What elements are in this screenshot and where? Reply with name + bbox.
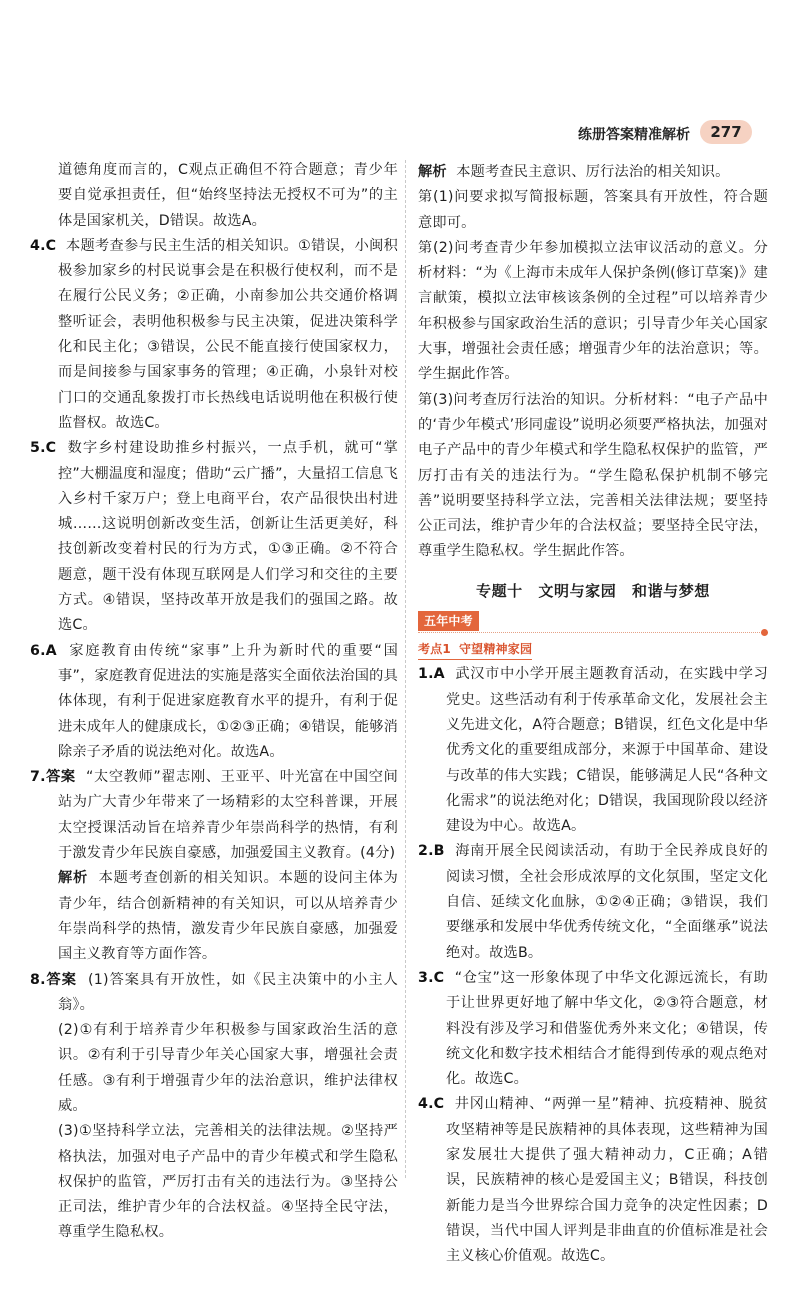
column-divider <box>405 160 406 1178</box>
answer-item-4 <box>30 234 398 436</box>
answer-number: 4.C <box>30 237 57 254</box>
analysis-paragraph <box>30 866 398 967</box>
five-year-exam-header <box>418 610 768 633</box>
kaodian-title: 守望精神家园 <box>458 642 533 657</box>
answer-text: 井冈山精神、“两弹一星”精神、抗疫精神、脱贫攻坚精神等是民族精神的具体表现，这些精神为国家发展壮大提供了强大精神动力，C正确；A错误，民族精神的核心是爱国主义；B错误，科技创新能力是当今世界综合国力竞争的决定性因素；D错误，当代中国人评判是非曲直的价值标准是社会主义核心价值观。故选C。 <box>446 1096 768 1265</box>
answer-text: (1)答案具有开放性，如《民主决策中的小主人翁》。 <box>58 971 399 1013</box>
answer-text: 武汉市中小学开展主题教育活动，在实践中学习党史。这些活动有利于传承革命文化，发展社会主义先进文化，A符合题意；B错误，红色文化是中华优秀文化的重要组成部分，来源于中国革命、建设与改革的伟大实践；C错误，能够满足人民“各种文化需求”的说法绝对化；D错误，我国现阶段以经济建设为中心。故选A。 <box>446 666 769 835</box>
analysis-part-1: 第(1)问要求拟写简报标题，答案具有开放性，符合题意即可。 <box>418 189 768 231</box>
answer-item-3 <box>418 966 768 1092</box>
answer-number: 4.C <box>418 1096 445 1113</box>
answer-text: 家庭教育由传统“家事”上升为新时代的重要“国事”，家庭教育促进法的实施是落实全面依法治国的具体体现，有利于促进家庭教育水平的提升，有利于促进未成年人的健康成长，①②③正确；④错误，能够消除亲子矛盾的说法绝对化。故选A。 <box>58 642 399 760</box>
answer-number: 3.C <box>418 969 445 986</box>
answer-number: 1.A <box>418 666 445 683</box>
kaodian-number: 考点1 <box>418 642 451 657</box>
answer-number: 7.答案 <box>30 769 76 786</box>
page-header <box>40 120 760 150</box>
left-column <box>30 158 398 1246</box>
answer-text: “太空教师”翟志刚、王亚平、叶光富在中国空间站为广大青少年带来了一场精彩的太空科普课，开展太空授课活动旨在培养青少年崇尚科学的热情，有利于激发青少年民族自豪感，加强爱国主义教育。(4分) <box>58 769 399 862</box>
answer-text: “仓宝”这一形象体现了中华文化源远流长，有助于让世界更好地了解中华文化，②③符合题意，材料没有涉及学习和借鉴优秀外来文化；④错误，传统文化和数字技术相结合才能得到传承的观点绝对化。故选C。 <box>446 969 768 1088</box>
answer-text: 海南开展全民阅读活动，有助于全民养成良好的阅读习惯，全社会形成浓厚的文化氛围，坚定文化自信、延续文化血脉，①②④正确；③错误，我们要继承和发展中华优秀传统文化，“全面继承”说法绝对。故选B。 <box>446 843 769 961</box>
five-year-exam-tag: 五年中考 <box>418 611 479 631</box>
dot-marker-icon <box>761 629 768 636</box>
right-column <box>418 160 768 1269</box>
section-title: 专题十 文明与家园 和谐与梦想 <box>475 581 710 600</box>
answer-item-8 <box>30 968 398 1019</box>
header-title: 练册答案精准解析 <box>578 127 690 143</box>
answer-8-part-3: (3)①坚持科学立法，完善相关的法律法规。②坚持严格执法，加强对电子产品中的青少年模式和学生隐私权保护的监管，严厉打击有关的违法行为。③坚持公正司法，维护青少年的合法权益。④坚持全民守法，尊重学生隐私权。 <box>58 1123 398 1241</box>
continuation-paragraph: 道德角度而言的，C观点正确但不符合题意；青少年要自觉承担责任，但“始终坚持法无授权不可为”的主体是国家机关，D错误。故选A。 <box>58 162 398 229</box>
answer-number: 2.B <box>418 843 445 860</box>
answer-item-1 <box>418 662 768 839</box>
answer-text: 本题考查参与民主生活的相关知识。①错误，小闽积极参加家乡的村民说事会是在积极行使权利，而不是在履行公民义务；②正确，小南参加公共交通价格调整听证会，表明他积极参与民主决策，促进决策科学化和民主化；③错误，公民不能直接行使国家权力，而是间接参与国家事务的管理；④正确，小泉针对校门口的交通乱象拨打市长热线电话说明他在积极行使监督权。故选C。 <box>58 237 399 431</box>
analysis-text: 本题考查创新的相关知识。本题的设问主体为青少年，结合创新精神的有关知识，可以从培养青少年崇尚科学的热情，激发青少年民族自豪感，加强爱国主义教育等方面作答。 <box>58 870 398 963</box>
answer-number: 6.A <box>30 642 57 659</box>
answer-item-4b <box>418 1092 768 1269</box>
kaodian-label <box>418 639 532 660</box>
answer-item-6 <box>30 639 398 765</box>
analysis-part-2: 第(2)问考查青少年参加模拟立法审议活动的意义。分析材料：“为《上海市未成年人保护条例(修订草案)》建言献策，模拟立法审核该条例的全过程”可以培养青少年积极参与国家政治生活的意识；引导青少年关心国家大事，增强社会责任感；增强青少年的法治意识；等。学生据此作答。 <box>418 239 768 383</box>
answer-number: 8.答案 <box>30 971 77 988</box>
analysis-text: 本题考查民主意识、厉行法治的相关知识。 <box>456 164 730 180</box>
answer-text: 数字乡村建设助推乡村振兴，一点手机，就可“掌控”大棚温度和湿度；借助“云广播”，大量招工信息飞入乡村千家万户；登上电商平台，农产品很快出村进城……这说明创新改变生活，创新让生活更美好，科技创新改变着村民的行为方式，①③正确。②不符合题意，题干没有体现互联网是人们学习和交往的主要方式。④错误，坚持改革开放是我们的强国之路。故选C。 <box>58 440 398 634</box>
analysis-label: 解析 <box>58 870 88 887</box>
answer-item-7 <box>30 765 398 866</box>
answer-item-2 <box>418 839 768 965</box>
analysis-label: 解析 <box>418 164 447 180</box>
analysis-intro <box>418 160 768 185</box>
analysis-part-3: 第(3)问考查厉行法治的知识。分析材料：“电子产品中的‘青少年模式’形同虚设”说明必须要严格执法，加强对电子产品中的青少年模式和学生隐私权保护的监管，严厉打击有关的违法行为。“学生隐私保护机制不够完善”说明要坚持科学立法，完善相关法律法规；要坚持公正司法，维护青少年的合法权益；要坚持全民守法，尊重学生隐私权。学生据此作答。 <box>418 391 768 560</box>
page-number-badge: 277 <box>700 120 752 144</box>
answer-item-5 <box>30 436 398 638</box>
answer-number: 5.C <box>30 440 57 457</box>
answer-8-part-2: (2)①有利于培养青少年积极参与国家政治生活的意识。②有利于引导青少年关心国家大事，增强社会责任感。③有利于增强青少年的法治意识，维护法律权威。 <box>58 1022 398 1114</box>
